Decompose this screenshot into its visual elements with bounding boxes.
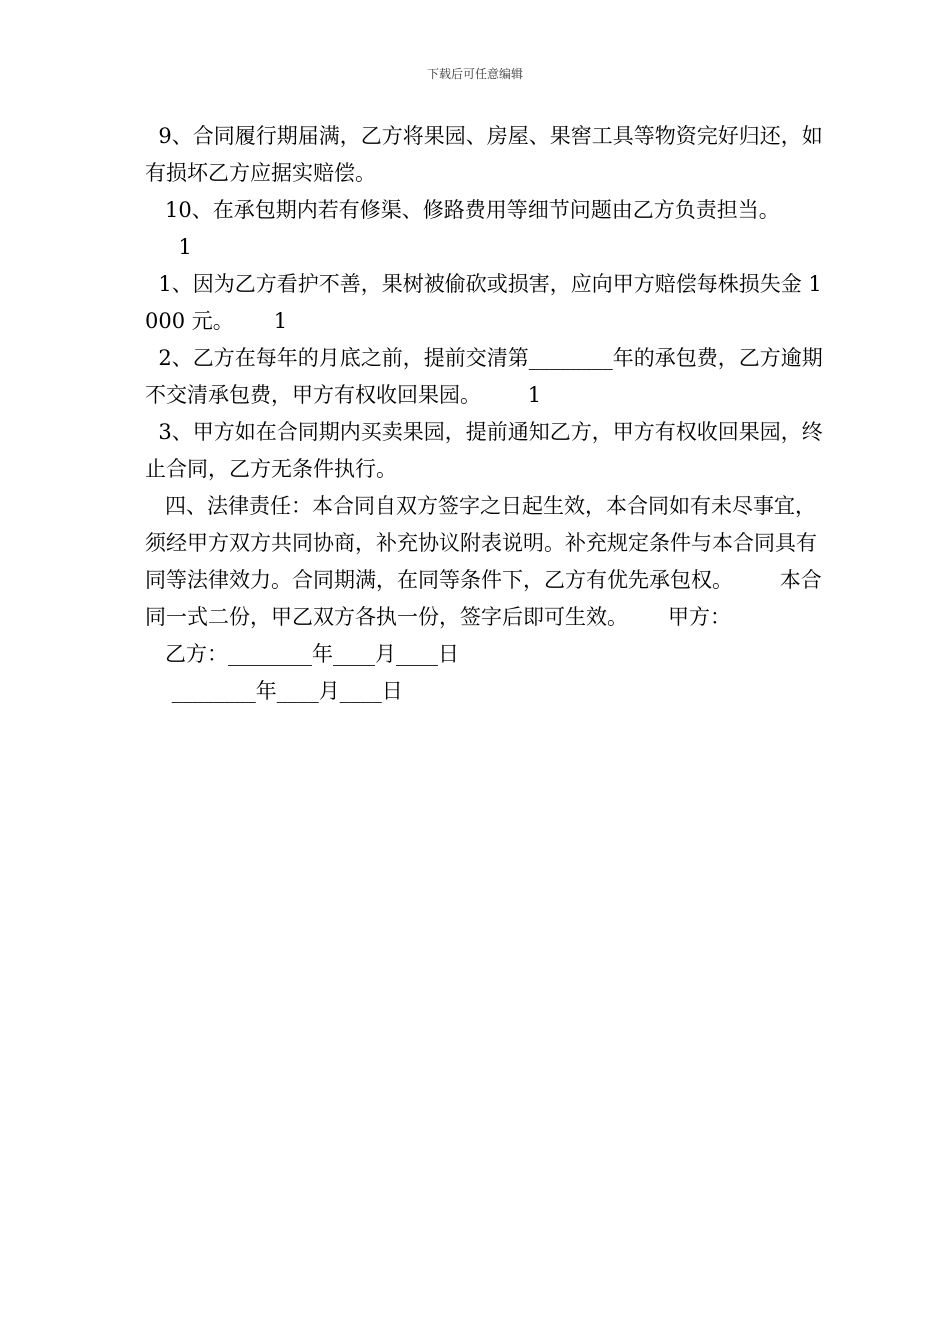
page-number-mark: 1 bbox=[145, 235, 192, 259]
clause-10: 10、在承包期内若有修渠、修路费用等细节问题由乙方负责担当。 bbox=[145, 198, 780, 222]
clause-9: 9、合同履行期届满，乙方将果园、房屋、果窖工具等物资完好归还，如有损坏乙方应据实赔偿。 bbox=[145, 124, 823, 185]
document-body bbox=[145, 118, 825, 710]
date-signature-line: ________年____月____日 bbox=[145, 679, 403, 703]
legal-liability-section: 四、法律责任：本合同自双方签字之日起生效，本合同如有未尽事宜，须经甲方双方共同协商，补充协议附表说明。补充规定条件与本合同具有同等法律效力。合同期满，在同等条件下，乙方有优先承包权。 本合同一式二份，甲乙双方各执一份，签字后即可生效。 甲方： bbox=[145, 494, 822, 629]
clause-3: 3、甲方如在合同期内买卖果园，提前通知乙方，甲方有权收回果园，终止合同，乙方无条件执行。 bbox=[145, 420, 823, 481]
page-header: 下载后可任意编辑 bbox=[426, 67, 523, 81]
party-b-signature-line: 乙方：________年____月____日 bbox=[145, 642, 460, 666]
clause-2: 2、乙方在每年的月底之前，提前交清第________年的承包费，乙方逾期不交清承包费，甲方有权收回果园。 1 bbox=[145, 346, 823, 407]
clause-1: 1、因为乙方看护不善，果树被偷砍或损害，应向甲方赔偿每株损失金 1000 元。 1 bbox=[145, 272, 822, 333]
